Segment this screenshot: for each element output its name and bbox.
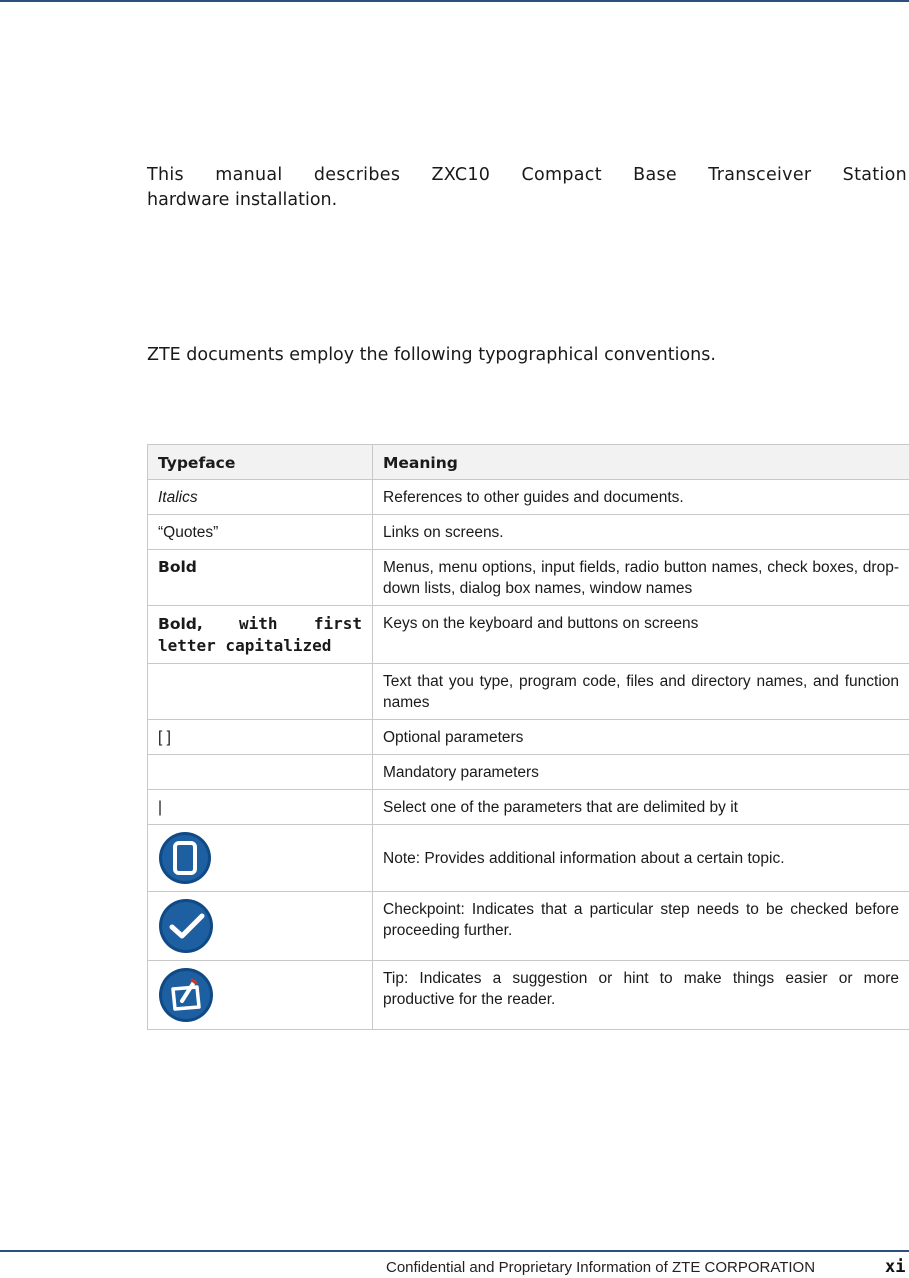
intro-line-2: hardware installation. [147, 190, 338, 210]
meaning-cell: Links on screens. [373, 515, 909, 550]
table-row [148, 790, 909, 825]
meaning-cell: Note: Provides additional information about a certain topic. [373, 825, 909, 892]
table-header-row [148, 445, 909, 480]
meaning-cell: Text that you type, program code, files and directory names, and function names [373, 664, 909, 720]
typeface-cell: | [148, 790, 373, 825]
table-row [148, 550, 909, 606]
table-row [148, 825, 909, 892]
meaning-cell: References to other guides and documents. [373, 480, 909, 515]
meaning-cell: Keys on the keyboard and buttons on screens [373, 606, 909, 664]
intro-paragraph [147, 163, 907, 213]
page-number: xi [885, 1257, 906, 1277]
checkpoint-icon [158, 898, 214, 954]
typeface-cell [148, 755, 373, 790]
typeface-bold-part: Bold, [158, 615, 203, 633]
meaning-cell: Tip: Indicates a suggestion or hint to make things easier or more productive for the reader. [373, 961, 909, 1030]
note-icon [158, 831, 212, 885]
typeface-cell: Italics [148, 480, 373, 515]
header-meaning: Meaning [373, 445, 909, 480]
table-row [148, 720, 909, 755]
meaning-cell: Optional parameters [373, 720, 909, 755]
meaning-cell: Checkpoint: Indicates that a particular step needs to be checked before proceeding further. [373, 892, 909, 961]
meaning-cell: Select one of the parameters that are delimited by it [373, 790, 909, 825]
top-rule [0, 0, 909, 2]
header-typeface: Typeface [148, 445, 373, 480]
typeface-mono-part: with [239, 614, 278, 633]
intro-line-1: This manual describes ZXC10 Compact Base Transceiver Station [147, 165, 907, 185]
table-row [148, 755, 909, 790]
footer-rule [0, 1250, 909, 1252]
typeface-cell: “Quotes” [148, 515, 373, 550]
conventions-table [147, 444, 909, 1030]
table-row [148, 480, 909, 515]
meaning-cell: Menus, menu options, input fields, radio button names, check boxes, drop-down lists, dialog box names, window names [373, 550, 909, 606]
icon-cell [148, 892, 373, 961]
typeface-cell: [ ] [148, 720, 373, 755]
typeface-mono-part: first [313, 614, 362, 633]
conventions-intro: ZTE documents employ the following typographical conventions. [147, 345, 716, 365]
footer-confidential-text: Confidential and Proprietary Information of ZTE CORPORATION [386, 1259, 816, 1276]
icon-cell [148, 825, 373, 892]
meaning-cell: Mandatory parameters [373, 755, 909, 790]
table-row [148, 961, 909, 1030]
table-row [148, 515, 909, 550]
typeface-cell [148, 606, 373, 664]
icon-cell [148, 961, 373, 1030]
typeface-cell [148, 664, 373, 720]
table-row [148, 892, 909, 961]
typeface-mono-line2: letter capitalized [158, 636, 332, 655]
table-row [148, 664, 909, 720]
table-row [148, 606, 909, 664]
tip-icon [158, 967, 214, 1023]
typeface-cell: Bold [148, 550, 373, 606]
